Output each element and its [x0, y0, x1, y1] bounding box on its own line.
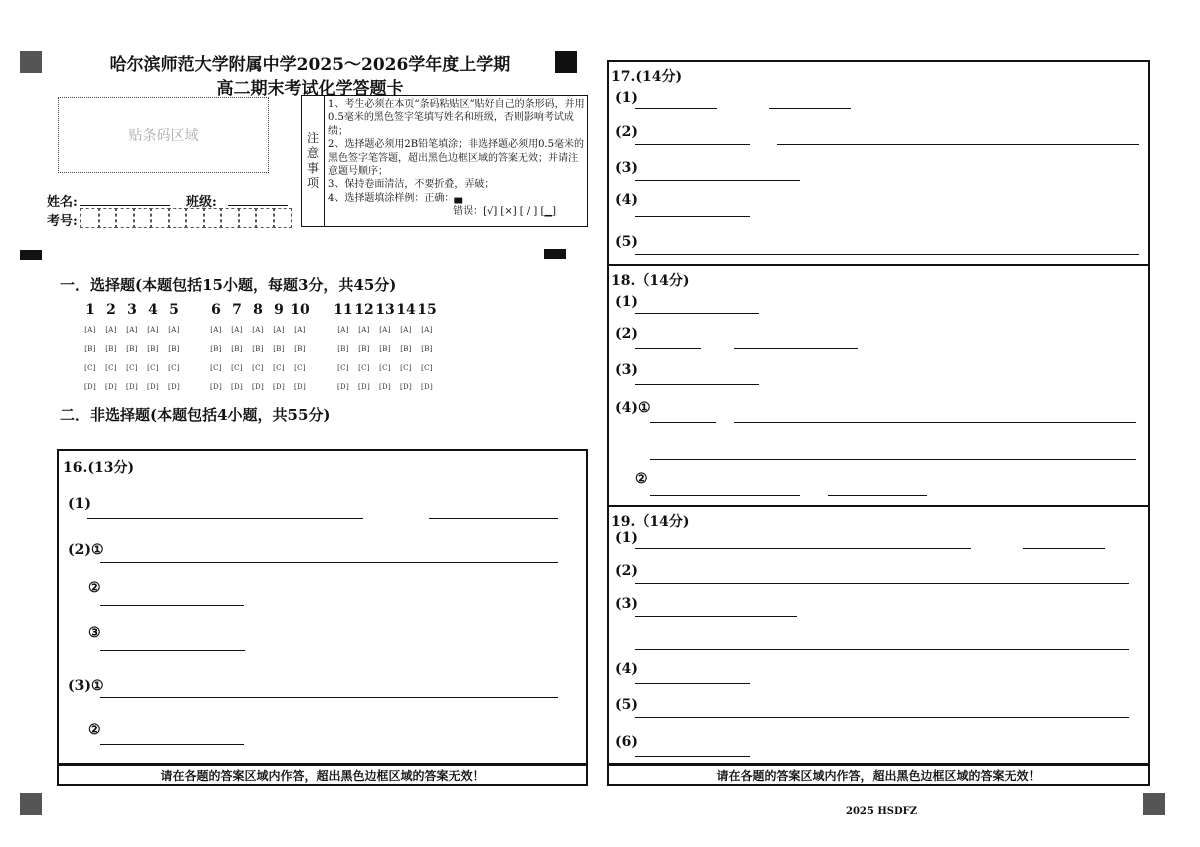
mcq-question-number: 1: [85, 302, 95, 318]
mcq-option-bubble[interactable]: [B]: [273, 345, 285, 353]
q16-answer-line[interactable]: [87, 518, 363, 519]
mcq-option-bubble[interactable]: [A]: [273, 326, 285, 334]
mcq-option-bubble[interactable]: [A]: [210, 326, 222, 334]
q18-answer-box: [607, 264, 1150, 507]
q18-answer-line[interactable]: [828, 495, 927, 496]
q16-answer-line[interactable]: [100, 744, 244, 745]
page-code: 2025 HSDFZ: [846, 806, 918, 817]
footer-warning-left: 请在各题的答案区域内作答，超出黑色边框区域的答案无效！: [57, 764, 588, 786]
q16-answer-line[interactable]: [100, 605, 244, 606]
mcq-option-bubble[interactable]: [D]: [105, 383, 117, 391]
q18-answer-line[interactable]: [635, 348, 701, 349]
q16-answer-line[interactable]: [100, 650, 245, 651]
q16-title: 16.(13分): [63, 460, 135, 476]
mcq-option-bubble[interactable]: [B]: [84, 345, 96, 353]
notice-label-char: 注: [306, 131, 319, 145]
mcq-option-bubble[interactable]: [B]: [168, 345, 180, 353]
q17-answer-line[interactable]: [635, 108, 717, 109]
notice-label-char: 项: [306, 176, 319, 190]
mcq-option-bubble[interactable]: [D]: [273, 383, 285, 391]
mcq-option-bubble[interactable]: [C]: [231, 364, 243, 372]
mcq-option-bubble[interactable]: [C]: [273, 364, 285, 372]
q18-answer-line[interactable]: [650, 422, 716, 423]
mcq-option-bubble[interactable]: [D]: [421, 383, 433, 391]
mcq-option-bubble[interactable]: [B]: [400, 345, 412, 353]
mcq-option-bubble[interactable]: [A]: [231, 326, 243, 334]
mcq-option-bubble[interactable]: [A]: [126, 326, 138, 334]
q17-answer-line[interactable]: [635, 180, 800, 181]
q19-answer-line[interactable]: [635, 616, 797, 617]
q16-part-label: (1): [68, 496, 91, 512]
q19-part-label: (2): [615, 563, 638, 579]
notice-label-char: 意: [306, 146, 319, 160]
mcq-question-number: 11: [333, 302, 353, 318]
q18-part-label: (1): [615, 294, 638, 310]
mcq-option-bubble[interactable]: [C]: [400, 364, 412, 372]
notice-item: 2、选择题必须用2B铅笔填涂；非选择题必须用0.5毫米的黑色签字笔答题，超出黑色边框区域的答案无效；并请注意题号顺序；: [328, 139, 584, 178]
class-label: 班级:: [186, 195, 217, 210]
q19-answer-line[interactable]: [635, 583, 1129, 584]
mcq-option-bubble[interactable]: [A]: [84, 326, 96, 334]
q18-answer-line[interactable]: [650, 459, 1136, 460]
mcq-option-bubble[interactable]: [D]: [379, 383, 391, 391]
q17-answer-line[interactable]: [635, 144, 750, 145]
q19-part-label: (3): [615, 596, 638, 612]
q18-answer-line[interactable]: [635, 384, 759, 385]
q16-part-label: ②: [88, 580, 101, 596]
mcq-option-bubble[interactable]: [D]: [147, 383, 159, 391]
notice-item: 错误：[√] [×] [ / ] [▁]: [453, 206, 556, 218]
notice-item: 4、选择题填涂样例：正确：▄: [328, 192, 463, 204]
page-subtitle: 高二期末考试化学答题卡: [216, 79, 404, 99]
mcq-option-bubble[interactable]: [C]: [358, 364, 370, 372]
mcq-option-bubble[interactable]: [D]: [358, 383, 370, 391]
notice-text: [328, 98, 586, 219]
mcq-option-bubble[interactable]: [A]: [105, 326, 117, 334]
mcq-option-bubble[interactable]: [A]: [147, 326, 159, 334]
q19-answer-box: [607, 505, 1150, 765]
mcq-option-bubble[interactable]: [C]: [337, 364, 349, 372]
mcq-option-bubble[interactable]: [B]: [294, 345, 306, 353]
q17-answer-box: [607, 60, 1150, 266]
q16-answer-line[interactable]: [100, 562, 558, 563]
exam-no-label: 考号:: [47, 214, 78, 229]
q18-answer-line[interactable]: [734, 348, 858, 349]
mcq-option-bubble[interactable]: [C]: [84, 364, 96, 372]
barcode-area: 贴条码区域: [58, 97, 269, 173]
mcq-question-number: 15: [417, 302, 437, 318]
q18-part-label: (4)①: [615, 400, 651, 416]
q18-part-label: (3): [615, 362, 638, 378]
mcq-option-bubble[interactable]: [B]: [421, 345, 433, 353]
mcq-option-bubble[interactable]: [A]: [400, 326, 412, 334]
notice-item: 3、保持卷面清洁，不要折叠，弄破；: [328, 179, 495, 191]
q16-part-label: (3)①: [68, 678, 104, 694]
corner-mark-bottom-left: [20, 793, 42, 815]
mcq-option-bubble[interactable]: [B]: [231, 345, 243, 353]
mcq-option-bubble[interactable]: [B]: [358, 345, 370, 353]
q17-title: 17.(14分): [611, 69, 683, 85]
mcq-option-bubble[interactable]: [B]: [210, 345, 222, 353]
q19-answer-line[interactable]: [635, 548, 971, 549]
notice-label-char: 事: [306, 161, 319, 175]
mcq-question-number: 7: [232, 302, 242, 318]
timing-mark-left: [20, 250, 42, 260]
q17-part-label: (2): [615, 124, 638, 140]
footer-warning-right: 请在各题的答案区域内作答，超出黑色边框区域的答案无效！: [607, 764, 1150, 786]
q16-part-label: (2)①: [68, 542, 104, 558]
mcq-question-number: 4: [148, 302, 158, 318]
mcq-option-bubble[interactable]: [A]: [421, 326, 433, 334]
q17-part-label: (3): [615, 160, 638, 176]
q17-answer-line[interactable]: [635, 216, 750, 217]
q17-answer-line[interactable]: [635, 254, 1139, 255]
mcq-option-bubble[interactable]: [C]: [210, 364, 222, 372]
corner-mark-bottom-right: [1143, 793, 1165, 815]
q19-part-label: (1): [615, 530, 638, 546]
mcq-option-bubble[interactable]: [A]: [379, 326, 391, 334]
mcq-option-bubble[interactable]: [D]: [294, 383, 306, 391]
mcq-option-bubble[interactable]: [C]: [168, 364, 180, 372]
class-field[interactable]: [228, 205, 288, 206]
mcq-option-bubble[interactable]: [A]: [168, 326, 180, 334]
q18-part-label: (2): [615, 326, 638, 342]
mcq-option-bubble[interactable]: [C]: [421, 364, 433, 372]
page-title: 哈尔滨师范大学附属中学2025～2026学年度上学期: [109, 55, 511, 75]
q19-answer-line[interactable]: [635, 683, 750, 684]
notice-box: [301, 95, 588, 227]
q19-part-label: (4): [615, 661, 638, 677]
timing-mark-middle: [544, 249, 566, 259]
q17-part-label: (1): [615, 90, 638, 106]
mcq-option-bubble[interactable]: [A]: [358, 326, 370, 334]
q18-title: 18.（14分): [611, 273, 690, 289]
q18-answer-line[interactable]: [650, 495, 800, 496]
mcq-option-bubble[interactable]: [B]: [147, 345, 159, 353]
mcq-option-bubble[interactable]: [A]: [294, 326, 306, 334]
mcq-question-number: 2: [106, 302, 116, 318]
name-field[interactable]: [80, 205, 170, 206]
mcq-option-bubble[interactable]: [B]: [337, 345, 349, 353]
q16-answer-line[interactable]: [429, 518, 558, 519]
section2-heading: 二．非选择题(本题包括4小题，共55分): [60, 406, 331, 424]
q17-answer-line[interactable]: [777, 144, 1139, 145]
mcq-option-bubble[interactable]: [B]: [105, 345, 117, 353]
mcq-option-bubble[interactable]: [C]: [294, 364, 306, 372]
q19-answer-line[interactable]: [1023, 548, 1105, 549]
mcq-option-bubble[interactable]: [D]: [126, 383, 138, 391]
section1-heading: 一．选择题(本题包括15小题，每题3分，共45分): [60, 276, 397, 294]
mcq-question-number: 9: [274, 302, 284, 318]
mcq-question-number: 6: [211, 302, 221, 318]
mcq-option-bubble[interactable]: [D]: [168, 383, 180, 391]
corner-mark-top-left: [20, 51, 42, 73]
mcq-question-number: 13: [375, 302, 395, 318]
q19-answer-line[interactable]: [635, 649, 1129, 650]
q17-answer-line[interactable]: [769, 108, 851, 109]
q18-part-label: ②: [635, 471, 648, 487]
q17-part-label: (4): [615, 192, 638, 208]
mcq-question-number: 14: [396, 302, 416, 318]
mcq-option-bubble[interactable]: [C]: [147, 364, 159, 372]
q18-answer-line[interactable]: [734, 422, 1136, 423]
notice-label: [302, 96, 325, 226]
q16-answer-line[interactable]: [100, 697, 558, 698]
exam-no-digit-box[interactable]: [273, 208, 293, 228]
mcq-option-bubble[interactable]: [D]: [84, 383, 96, 391]
mcq-option-bubble[interactable]: [B]: [126, 345, 138, 353]
q19-title: 19.（14分): [611, 514, 690, 530]
mcq-option-bubble[interactable]: [C]: [252, 364, 264, 372]
mcq-question-number: 5: [169, 302, 179, 318]
mcq-option-bubble[interactable]: [D]: [231, 383, 243, 391]
q18-answer-line[interactable]: [635, 313, 759, 314]
mcq-option-bubble[interactable]: [C]: [105, 364, 117, 372]
mcq-option-bubble[interactable]: [D]: [210, 383, 222, 391]
mcq-question-number: 10: [290, 302, 310, 318]
mcq-option-bubble[interactable]: [C]: [379, 364, 391, 372]
mcq-option-bubble[interactable]: [D]: [252, 383, 264, 391]
mcq-question-number: 3: [127, 302, 137, 318]
mcq-option-bubble[interactable]: [A]: [252, 326, 264, 334]
mcq-option-bubble[interactable]: [B]: [379, 345, 391, 353]
q17-part-label: (5): [615, 234, 638, 250]
mcq-option-bubble[interactable]: [B]: [252, 345, 264, 353]
mcq-question-number: 8: [253, 302, 263, 318]
q19-part-label: (5): [615, 697, 638, 713]
q16-part-label: ②: [88, 722, 101, 738]
mcq-question-number: 12: [354, 302, 374, 318]
mcq-option-bubble[interactable]: [D]: [400, 383, 412, 391]
mcq-option-bubble[interactable]: [A]: [337, 326, 349, 334]
q19-answer-line[interactable]: [635, 717, 1129, 718]
mcq-option-bubble[interactable]: [C]: [126, 364, 138, 372]
q19-answer-line[interactable]: [635, 756, 750, 757]
notice-item: 1、考生必须在本页“条码粘贴区”贴好自己的条形码，并用0.5毫米的黑色签字笔填写姓名和班级，否则影响考试成绩；: [328, 99, 585, 137]
q16-answer-box: [57, 449, 588, 765]
name-label: 姓名:: [47, 195, 78, 210]
q19-part-label: (6): [615, 734, 638, 750]
mcq-option-bubble[interactable]: [D]: [337, 383, 349, 391]
q16-part-label: ③: [88, 625, 101, 641]
